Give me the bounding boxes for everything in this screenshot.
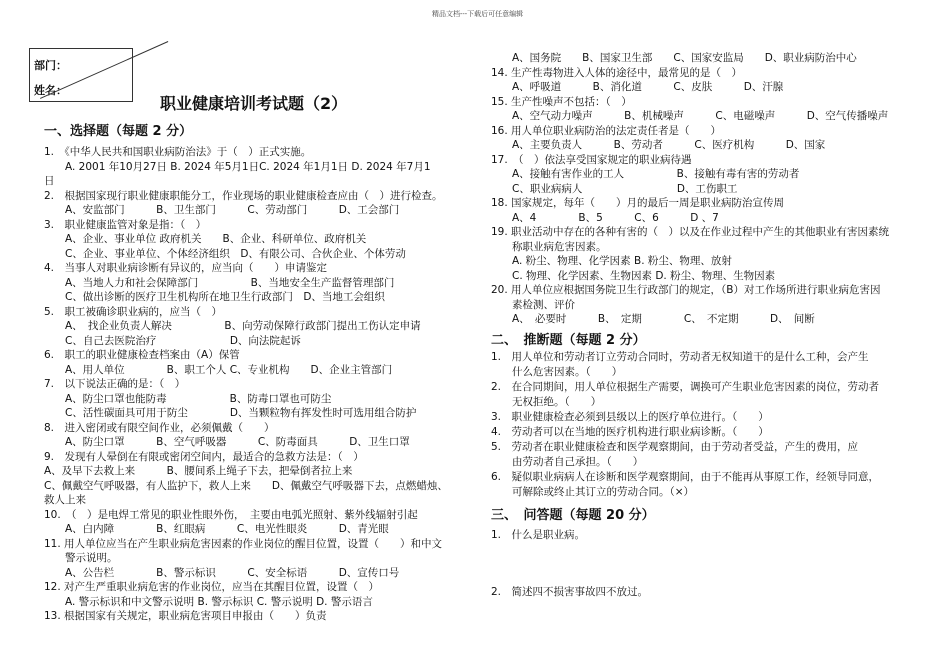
question-line: 5. 职工被确诊职业病的，应当（ ） bbox=[44, 305, 223, 318]
question-line: 8. 进入密闭或有限空间作业，必须佩戴（ ） bbox=[44, 421, 275, 434]
question-line: A、 找企业负责人解决 B、向劳动保障行政部门提出工伤认定申请 bbox=[44, 320, 421, 332]
question-line: 称职业病危害因素。 bbox=[491, 240, 607, 253]
question-line: 素检测、评价 bbox=[491, 298, 575, 311]
question-line: A. 粉尘、物理、化学因素 B. 粉尘、物理、放射 bbox=[491, 255, 732, 267]
qa-question-1: 1. 什么是职业病。 bbox=[491, 529, 586, 541]
question-line: A、防尘口罩也能防毒 B、防毒口罩也可防尘 bbox=[44, 392, 332, 405]
question-line: A、4 B、5 C、6 D 、7 bbox=[491, 211, 719, 224]
question-line: 2. 根据国家现行职业健康职能分工，作业现场的职业健康检查应由（ ）进行检查。 bbox=[44, 189, 443, 202]
question-line: C、做出诊断的医疗卫生机构所在地卫生行政部门 D、当地工会组织 bbox=[44, 291, 385, 303]
question-line: 17. （ ）依法享受国家规定的职业病待遇 bbox=[491, 153, 692, 166]
question-line: A、企业、事业单位 政府机关 B、企业、科研单位、政府机关 bbox=[44, 233, 367, 245]
question-line: A、及早下去救上来 B、腰间系上绳子下去，把晕倒者拉上来 bbox=[44, 465, 353, 477]
question-line: 3. 职业健康监管对象是指：（ ） bbox=[44, 218, 207, 231]
question-line: C、自己去医院治疗 D、向法院起诉 bbox=[44, 334, 301, 347]
dept-label: 部门： bbox=[34, 59, 67, 72]
question-line: 日 bbox=[44, 175, 55, 187]
judge-line: 由劳动者自己承担。（ ） bbox=[491, 456, 644, 468]
judge-line: 3. 职业健康检查必须到县级以上的医疗单位进行。（ ） bbox=[491, 411, 769, 423]
question-line: C. 物理、化学因素、生物因素 D. 粉尘、物理、生物因素 bbox=[491, 269, 776, 282]
judge-line: 可解除或终止其订立的劳动合同。（×） bbox=[491, 486, 695, 498]
question-line: 15. 生产性噪声不包括：（ ） bbox=[491, 95, 632, 108]
question-line: A、当地人力和社会保障部门 B、当地安全生产监督管理部门 bbox=[44, 276, 395, 289]
judge-line: 4. 劳动者可以在当地的医疗机构进行职业病诊断。（ ） bbox=[491, 426, 769, 438]
right-question-column bbox=[491, 51, 921, 327]
judge-line: 无权拒绝。（ ） bbox=[491, 396, 602, 408]
judge-line: 6. 疑似职业病病人在诊断和医学观察期间，由于不能再从事原工作，经领导同意， bbox=[491, 471, 880, 483]
page-title: 职业健康培训考试题（2） bbox=[160, 94, 348, 113]
question-line: A、用人单位 B、职工个人 C、专业机构 D、企业主管部门 bbox=[44, 363, 393, 376]
question-line: A. 警示标识和中文警示说明 B. 警示标识 C. 警示说明 D. 警示语言 bbox=[44, 595, 373, 608]
question-line: A、 必要时 B、 定期 C、 不定期 D、 间断 bbox=[491, 313, 815, 325]
section-heading-qa: 三、 问答题（每题 20 分） bbox=[491, 508, 655, 523]
section-heading-choice: 一、选择题（每题 2 分） bbox=[44, 124, 193, 139]
question-line: 4. 当事人对职业病诊断有异议的，应当向（ ）申请鉴定 bbox=[44, 262, 328, 274]
left-question-column bbox=[44, 145, 464, 624]
question-line: A、防尘口罩 B、空气呼吸器 C、防毒面具 D、卫生口罩 bbox=[44, 436, 410, 448]
judge-question-column bbox=[491, 350, 921, 500]
question-line: 11. 用人单位应当在产生职业病危害因素的作业岗位的醒目位置，设置（ ）和中文 bbox=[44, 537, 443, 550]
question-line: 6. 职工的职业健康检查档案由（A）保管 bbox=[44, 349, 240, 361]
question-line: 16. 用人单位职业病防治的法定责任者是（ ） bbox=[491, 124, 722, 137]
question-line: 警示说明。 bbox=[44, 552, 118, 564]
question-line: A、呼吸道 B、消化道 C、皮肤 D、汗腺 bbox=[491, 81, 784, 93]
question-line: 14. 生产性毒物进入人体的途径中，最常见的是（ ） bbox=[491, 66, 743, 79]
question-line: C、企业、事业单位、个体经济组织 D、有限公司、合伙企业、个体劳动 bbox=[44, 247, 406, 260]
question-line: A、白内障 B、红眼病 C、电光性眼炎 D、青光眼 bbox=[44, 523, 389, 535]
qa-question-2: 2. 简述四不损害事故四不放过。 bbox=[491, 586, 649, 598]
question-line: C、活性碳面具可用于防尘 D、当颗粒物有挥发性时可选用组合防护 bbox=[44, 407, 417, 419]
question-line: A. 2001 年10月27日 B. 2024 年5月1日C. 2024 年1月1日 D. 2024 年7月1 bbox=[44, 160, 431, 173]
name-label: 姓名： bbox=[34, 84, 67, 97]
question-line: C、职业病病人 D、工伤职工 bbox=[491, 182, 738, 195]
watermark-text: 精品文档---下载后可任意编辑 bbox=[432, 10, 524, 18]
judge-line: 1. 用人单位和劳动者订立劳动合同时，劳动者无权知道干的是什么工种，会产生 bbox=[491, 351, 869, 363]
question-line: A、主要负责人 B、劳动者 C、医疗机构 D、国家 bbox=[491, 139, 826, 151]
question-line: A、空气动力噪声 B、机械噪声 C、电磁噪声 D、空气传播噪声 bbox=[491, 110, 889, 122]
judge-line: 2. 在合同期间，用人单位根据生产需要，调换可产生职业危害因素的岗位，劳动者 bbox=[491, 381, 880, 393]
question-line: C、佩戴空气呼吸器，有人监护下，救人上来 D、佩戴空气呼吸器下去，点燃蜡烛、 bbox=[44, 479, 448, 492]
question-line: 7. 以下说法正确的是：（ ） bbox=[44, 378, 186, 390]
question-line: A、接触有害作业的工人 B、接触有毒有害的劳动者 bbox=[491, 168, 800, 180]
question-line: 19. 职业活动中存在的各种有害的（ ）以及在作业过程中产生的其他职业有害因素统 bbox=[491, 226, 890, 238]
question-line: A、公告栏 B、警示标识 C、安全标语 D、宣传口号 bbox=[44, 566, 400, 579]
question-line: A、国务院 B、国家卫生部 C、国家安监局 D、职业病防治中心 bbox=[491, 52, 857, 64]
section-heading-judge: 二、 推断题（每题 2 分） bbox=[491, 333, 646, 348]
question-line: 救人上来 bbox=[44, 494, 86, 506]
question-line: A、安监部门 B、卫生部门 C、劳动部门 D、工会部门 bbox=[44, 204, 400, 216]
judge-line: 什么危害因素。（ ） bbox=[491, 366, 623, 378]
info-box bbox=[29, 48, 133, 102]
question-line: 10. （ ）是电焊工常见的职业性眼外伤， 主要由电弧光照射、紫外线辐射引起 bbox=[44, 508, 418, 521]
question-line: 18. 国家规定，每年（ ）月的最后一周是职业病防治宣传周 bbox=[491, 197, 785, 209]
question-line: 12. 对产生严重职业病危害的作业岗位，应当在其醒目位置，设置（ ） bbox=[44, 581, 380, 593]
question-line: 9. 发现有人晕倒在有限或密闭空间内，最适合的急救方法是：（ ） bbox=[44, 450, 364, 463]
question-line: 20. 用人单位应根据国务院卫生行政部门的规定，（B）对工作场所进行职业病危害因 bbox=[491, 284, 881, 296]
question-line: 13. 根据国家有关规定，职业病危害项目申报由（ ）负责 bbox=[44, 610, 327, 622]
question-line: 1. 《中华人民共和国职业病防治法》于（ ）正式实施。 bbox=[44, 146, 312, 158]
judge-line: 5. 劳动者在职业健康检查和医学观察期间，由于劳动者受益，产生的费用，应 bbox=[491, 441, 859, 453]
